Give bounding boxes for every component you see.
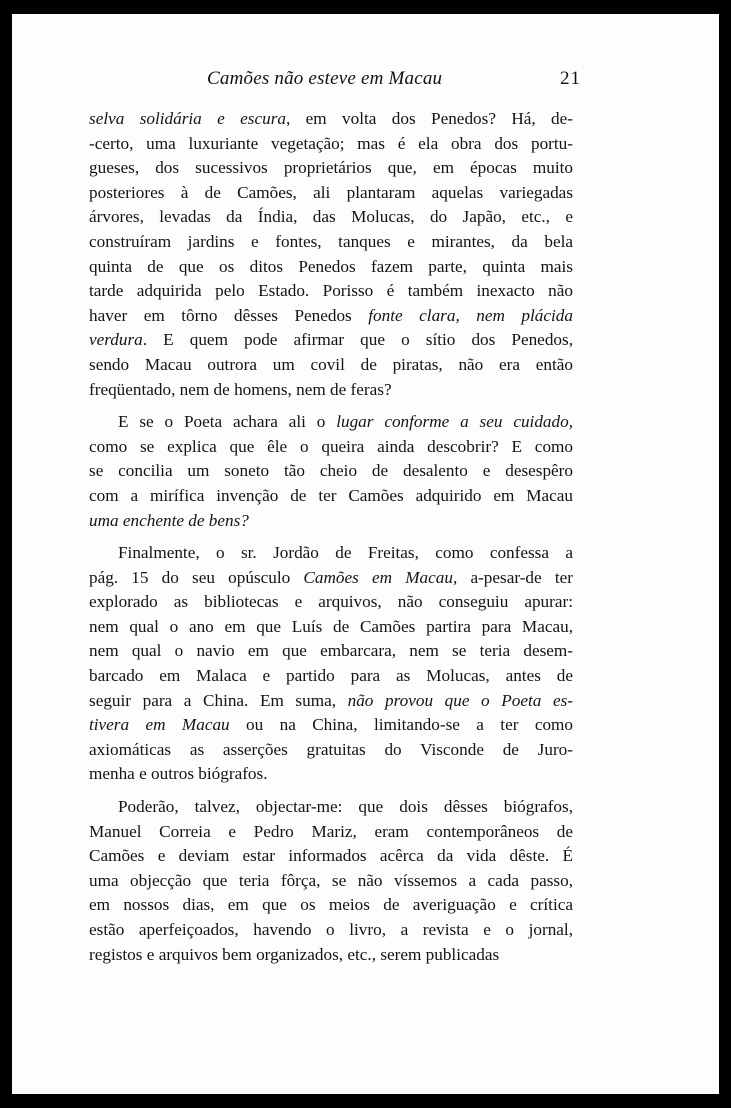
text-line bbox=[89, 410, 573, 435]
text-line bbox=[89, 738, 573, 763]
text-segment: Poderão, talvez, objectar-me: que dois dêsses biógrafos, bbox=[118, 797, 573, 817]
text-line bbox=[89, 279, 573, 304]
text-line bbox=[89, 541, 573, 566]
page-header bbox=[89, 64, 581, 94]
text-line bbox=[89, 378, 573, 403]
text-segment: axiomáticas as asserções gratuitas do Visconde de Juro- bbox=[89, 739, 573, 759]
paragraph bbox=[89, 795, 573, 967]
italic-text: verdura bbox=[89, 330, 143, 350]
text-line bbox=[89, 304, 573, 329]
paragraph bbox=[89, 410, 573, 533]
text-line bbox=[89, 713, 573, 738]
body-text bbox=[89, 107, 573, 967]
page-number: 21 bbox=[560, 68, 581, 89]
text-line bbox=[89, 590, 573, 615]
text-segment: nem qual o navio em que embarcara, nem se teria desem- bbox=[89, 641, 573, 661]
text-segment: nem qual o ano em que Luís de Camões partira para Macau, bbox=[89, 616, 573, 636]
text-segment: Manuel Correia e Pedro Mariz, eram contemporâneos de bbox=[89, 821, 573, 841]
text-segment: construíram jardins e fontes, tanques e mirantes, da bela bbox=[89, 231, 573, 251]
text-segment: . E quem pode afirmar que o sítio dos Penedos, bbox=[142, 330, 573, 350]
text-line bbox=[89, 664, 573, 689]
book-page bbox=[12, 14, 719, 1094]
text-segment: como se explica que êle o queira ainda descobrir? E como bbox=[89, 436, 573, 456]
text-segment: freqüentado, nem de homens, nem de feras? bbox=[89, 379, 392, 399]
text-segment: barcado em Malaca e partido para as Molucas, antes de bbox=[89, 666, 573, 686]
text-segment: tarde adquirida pelo Estado. Porisso é também inexacto não bbox=[89, 281, 573, 301]
text-segment: estão aperfeiçoados, havendo o livro, a revista e o jornal, bbox=[89, 920, 573, 939]
text-line bbox=[89, 205, 573, 230]
italic-text: lugar conforme a seu cuidado, bbox=[336, 412, 573, 432]
text-segment: Finalmente, o sr. Jordão de Freitas, como confessa a bbox=[118, 543, 573, 563]
text-line bbox=[89, 156, 573, 181]
italic-text: não provou que o Poeta es- bbox=[347, 690, 573, 710]
text-segment: E se o Poeta achara ali o bbox=[118, 412, 337, 432]
text-line bbox=[89, 844, 573, 869]
text-segment: árvores, levadas da Índia, das Molucas, do Japão, etc., e bbox=[89, 207, 573, 227]
paragraph bbox=[89, 107, 573, 402]
text-line bbox=[89, 459, 573, 484]
text-line bbox=[89, 869, 573, 894]
text-line bbox=[89, 353, 573, 378]
text-line bbox=[89, 795, 573, 820]
running-title: Camões não esteve em Macau bbox=[207, 68, 443, 89]
text-segment: ou na China, limitando-se a ter como bbox=[229, 715, 573, 735]
text-line bbox=[89, 689, 573, 714]
text-line bbox=[89, 328, 573, 353]
text-line bbox=[89, 943, 573, 968]
text-line bbox=[89, 484, 573, 509]
text-line bbox=[89, 132, 573, 157]
text-segment: Camões e deviam estar informados acêrca da vida dêste. É bbox=[89, 846, 573, 866]
italic-text: fonte clara, nem plácida bbox=[368, 305, 573, 325]
text-segment: quinta de que os ditos Penedos fazem parte, quinta mais bbox=[89, 256, 573, 276]
text-segment: haver em tôrno dêsses Penedos bbox=[89, 305, 369, 325]
text-segment: com a mirífica invenção de ter Camões adquirido em Macau bbox=[89, 485, 573, 505]
italic-text: uma enchente de bens? bbox=[89, 510, 249, 530]
text-segment: , em volta dos Penedos? Há, de- bbox=[285, 109, 573, 128]
italic-text: selva solidária e escura bbox=[89, 109, 286, 128]
text-segment: em nossos dias, em que os meios de averiguação e crítica bbox=[89, 895, 573, 915]
text-line bbox=[89, 893, 573, 918]
italic-text: tivera em Macau bbox=[89, 715, 230, 735]
text-segment: pág. 15 do seu opúsculo bbox=[89, 567, 304, 587]
text-line bbox=[89, 107, 573, 132]
text-segment: explorado as bibliotecas e arquivos, não conseguiu apurar: bbox=[89, 592, 573, 612]
paragraph bbox=[89, 541, 573, 787]
text-line bbox=[89, 566, 573, 591]
text-segment: posteriores à de Camões, ali plantaram aquelas variegadas bbox=[89, 182, 573, 202]
text-line bbox=[89, 255, 573, 280]
text-line bbox=[89, 918, 573, 943]
text-segment: seguir para a China. Em suma, bbox=[89, 690, 348, 710]
text-segment: uma objecção que teria fôrça, se não víssemos a cada passo, bbox=[89, 870, 573, 890]
text-line bbox=[89, 181, 573, 206]
text-line bbox=[89, 762, 573, 787]
text-segment: a-pesar-de ter bbox=[457, 567, 573, 587]
text-line bbox=[89, 820, 573, 845]
text-line bbox=[89, 639, 573, 664]
text-line bbox=[89, 615, 573, 640]
text-line bbox=[89, 230, 573, 255]
text-segment: sendo Macau outrora um covil de piratas, não era então bbox=[89, 354, 573, 374]
text-segment: gueses, dos sucessivos proprietários que, em épocas muito bbox=[89, 158, 573, 178]
text-segment: -certo, uma luxuriante vegetação; mas é ela obra dos portu- bbox=[89, 133, 573, 153]
text-segment: menha e outros biógrafos. bbox=[89, 764, 268, 784]
text-segment: se concilia um soneto tão cheio de desalento e desespêro bbox=[89, 461, 573, 481]
text-segment: registos e arquivos bem organizados, etc., serem publicadas bbox=[89, 944, 500, 964]
text-line bbox=[89, 435, 573, 460]
text-line bbox=[89, 509, 573, 534]
italic-text: Camões em Macau, bbox=[303, 567, 458, 587]
